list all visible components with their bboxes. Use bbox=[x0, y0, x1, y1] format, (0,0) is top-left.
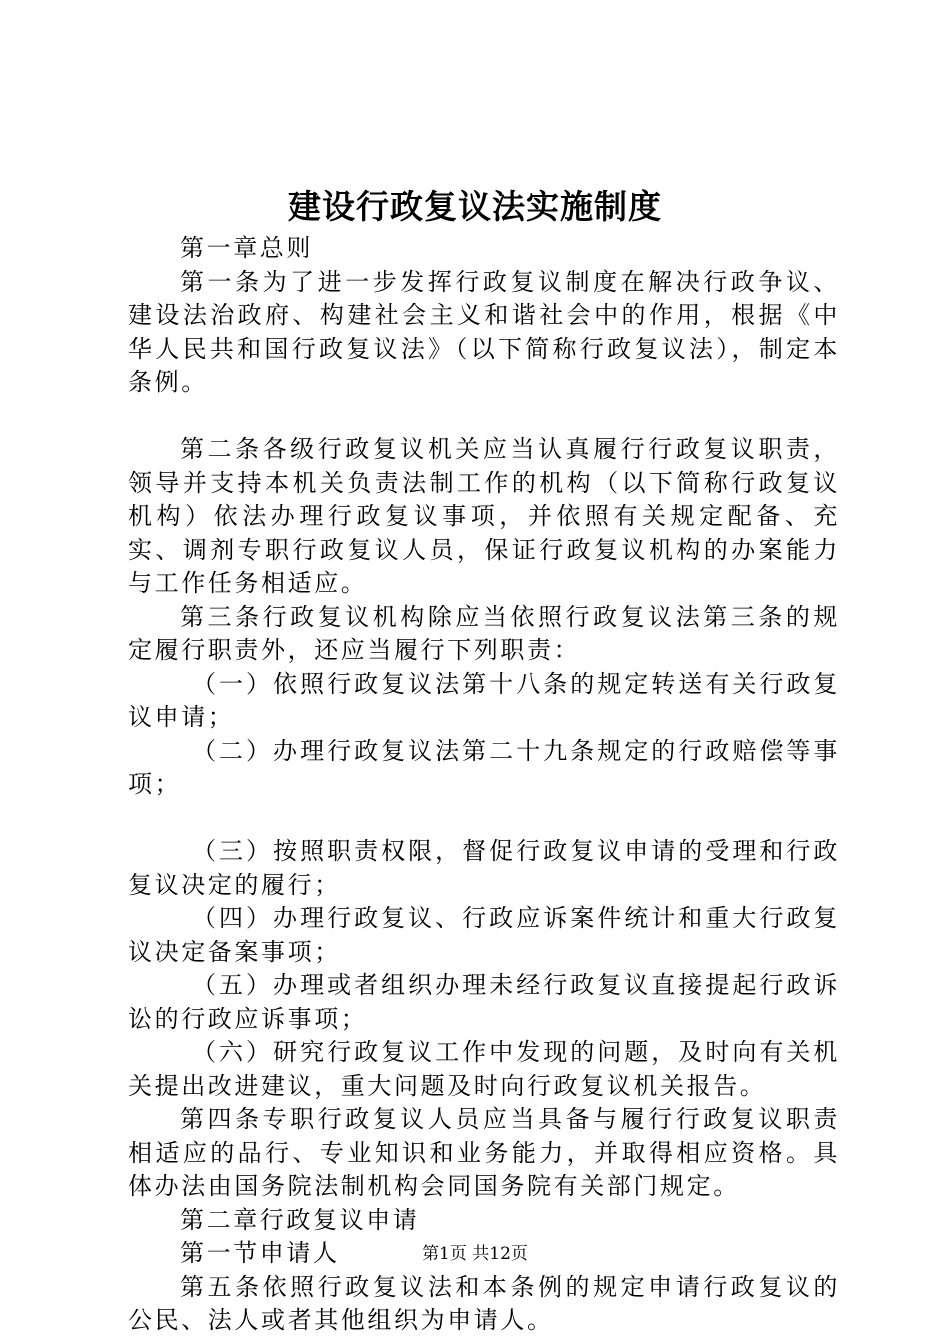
article-4: 第四条专职行政复议人员应当具备与履行行政复议职责相适应的品行、专业知识和业务能力，并取得相应资格。具体办法由国务院法制机构会同国务院有关部门规定。 bbox=[128, 1105, 840, 1200]
document-body bbox=[128, 232, 840, 1338]
article-1: 第一条为了进一步发挥行政复议制度在解决行政争议、建设法治政府、构建社会主义和谐社会中的作用，根据《中华人民共和国行政复议法》（以下简称行政复议法），制定本条例。 bbox=[128, 267, 840, 396]
document-title: 建设行政复议法实施制度 bbox=[288, 187, 662, 226]
article-5: 第五条依照行政复议法和本条例的规定申请行政复议的公民、法人或者其他组织为申请人。 bbox=[128, 1272, 840, 1334]
page-footer: 第1页 共12页 bbox=[422, 1244, 528, 1264]
article-3-item-4: （四）办理行政复议、行政应诉案件统计和重大行政复议决定备案事项； bbox=[128, 904, 840, 966]
section-1-heading: 第一节申请人 bbox=[180, 1239, 340, 1267]
chapter-2-heading: 第二章行政复议申请 bbox=[180, 1205, 420, 1234]
article-2: 第二条各级行政复议机关应当认真履行行政复议职责，领导并支持本机关负责法制工作的机构（以下简称行政复议机构）依法办理行政复议事项，并依照有关规定配备、充实、调剂专职行政复议人员，保证行政复议机构的办案能力与工作任务相适应。 bbox=[128, 435, 840, 597]
article-3-item-3: （三）按照职责权限，督促行政复议申请的受理和行政复议决定的履行； bbox=[128, 837, 840, 899]
article-3-item-1: （一）依照行政复议法第十八条的规定转送有关行政复议申请； bbox=[128, 669, 840, 731]
article-3: 第三条行政复议机构除应当依照行政复议法第三条的规定履行职责外，还应当履行下列职责： bbox=[128, 602, 840, 664]
article-3-item-5: （五）办理或者组织办理未经行政复议直接提起行政诉讼的行政应诉事项； bbox=[128, 971, 840, 1033]
article-3-item-6: （六）研究行政复议工作中发现的问题，及时向有关机关提出改进建议，重大问题及时向行政复议机关报告。 bbox=[128, 1038, 840, 1100]
chapter-heading: 第一章总则 bbox=[180, 234, 313, 262]
article-3-item-2: （二）办理行政复议法第二十九条规定的行政赔偿等事项； bbox=[128, 736, 840, 798]
